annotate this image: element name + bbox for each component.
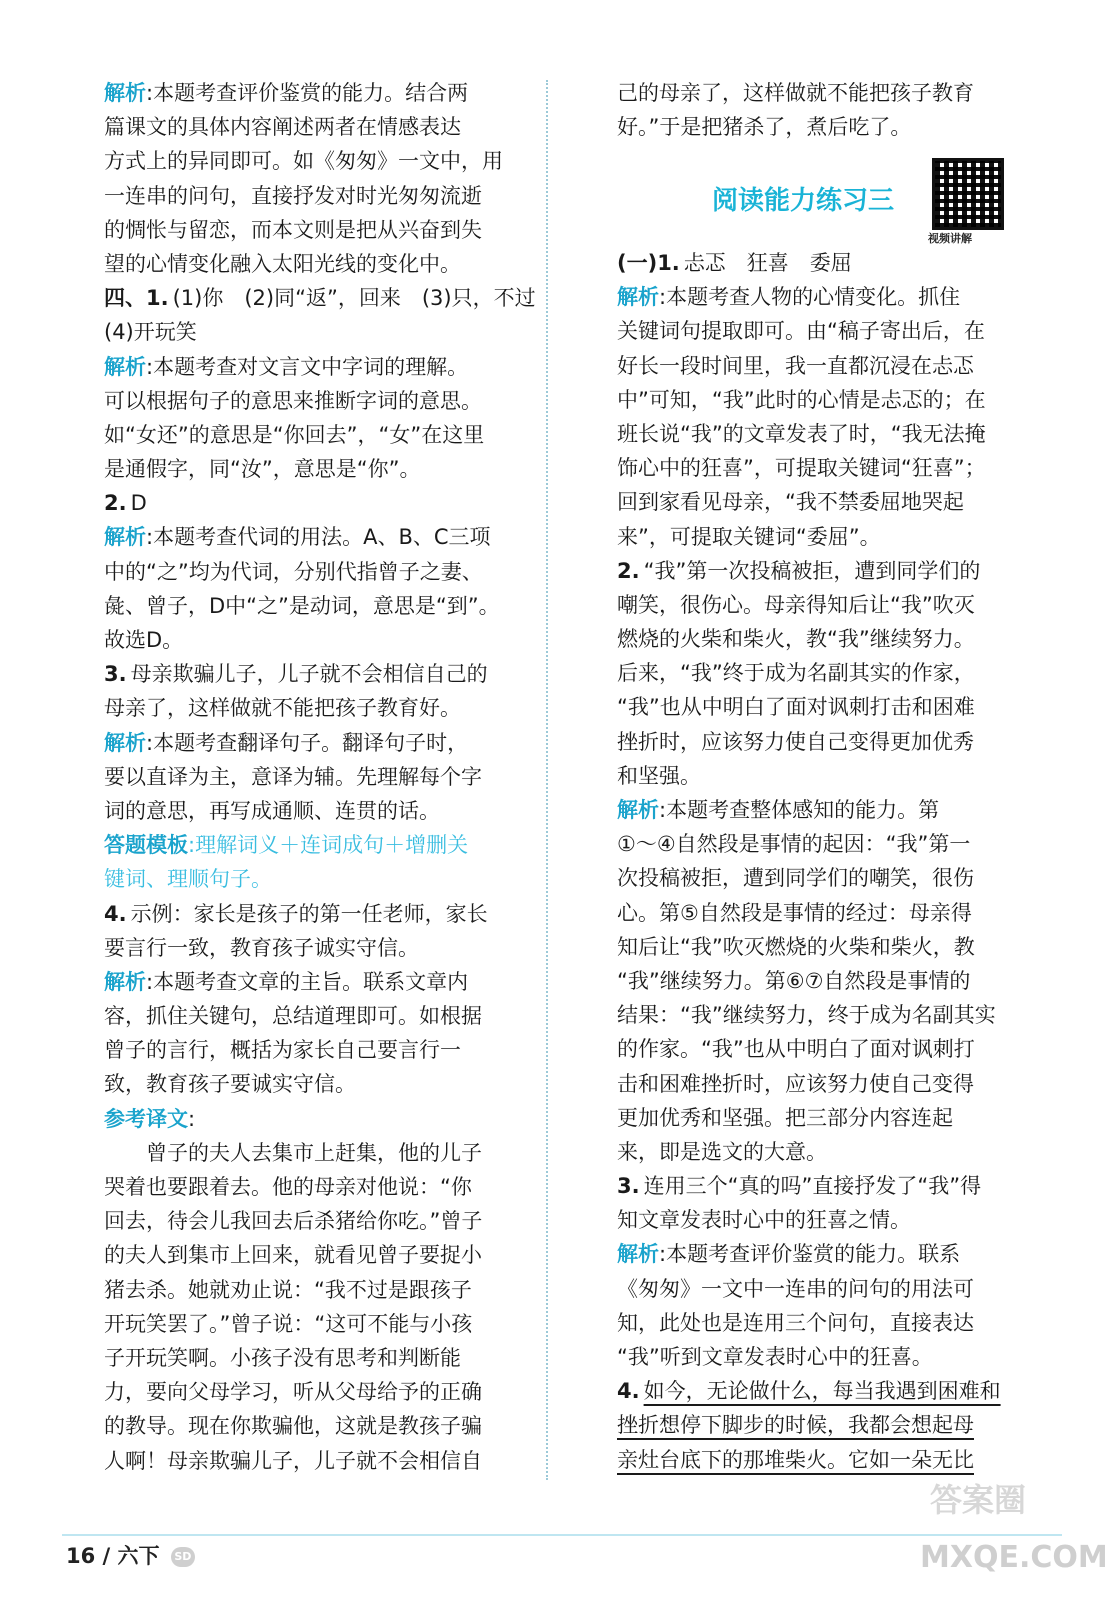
text-line (617, 1272, 1037, 1306)
line-text: 的作家。“我”也从中明白了面对讽刺打 (617, 1037, 975, 1062)
text-line (104, 1409, 536, 1443)
text-line (617, 622, 1037, 656)
column-divider (546, 80, 548, 1480)
text-line (617, 1032, 1037, 1066)
qr-label: 视频讲解 (928, 232, 972, 245)
question-number: 3. (617, 1174, 640, 1199)
left-column (104, 76, 536, 1478)
line-text: 要以直译为主，意译为辅。先理解每个字 (104, 764, 482, 789)
text-line (104, 384, 536, 418)
text-line (104, 76, 536, 110)
text-line (104, 965, 536, 999)
text-line (617, 280, 1037, 314)
text-line (104, 1307, 536, 1341)
question-number: (一)1. (617, 251, 680, 275)
text-line (104, 862, 536, 896)
line-text: 哭着也要跟着去。他的母亲对他说：“你 (104, 1175, 472, 1199)
text-line (104, 144, 536, 178)
text-line (617, 896, 1037, 930)
text-line (104, 1273, 536, 1307)
line-text: 燃烧的火柴和柴火，教“我”继续努力。 (617, 627, 975, 652)
line-text: 母亲欺骗儿子，儿子就不会相信自己的 (130, 662, 488, 687)
line-text: 关键词句提取即可。由“稿子寄出后，在 (617, 319, 985, 344)
line-text: :本题考查人物的心情变化。抓住 (659, 285, 961, 310)
text-line (617, 759, 1037, 793)
line-text: :本题考查翻译句子。翻译句子时， (146, 730, 469, 755)
text-line (617, 964, 1037, 998)
text-line (104, 657, 536, 691)
text-line (617, 725, 1037, 759)
text-line (104, 1067, 536, 1101)
text-line (104, 520, 536, 554)
line-text: “我”继续努力。第⑥⑦自然段是事情的 (617, 968, 971, 993)
line-text: 词的意思，再写成通顺、连贯的话。 (104, 798, 440, 823)
text-line (617, 520, 1037, 554)
text-line (104, 1375, 536, 1409)
question-number: 四、1. (104, 286, 169, 311)
template-text: :理解词义＋连词成句＋增删关 (188, 833, 469, 858)
line-text: 心。第⑤自然段是事情的经过：母亲得 (617, 900, 972, 925)
text-line (104, 726, 536, 760)
text-line (617, 656, 1037, 690)
watermark-logo: 答案圈 (930, 1481, 1027, 1519)
line-text: 人啊！母亲欺骗儿子，儿子就不会相信自 (104, 1448, 482, 1473)
line-text: 方式上的异同即可。如《匆匆》一文中，用 (104, 149, 503, 174)
page-number: 16 (66, 1544, 96, 1568)
line-text: 是通假字，同“汝”，意思是“你”。 (104, 457, 421, 482)
text-line (617, 1067, 1037, 1101)
question-number: 4. (104, 901, 127, 926)
line-text: 来”，可提取关键词“委屈”。 (617, 524, 881, 549)
line-text: (1)你 (2)同“返”，回来 (3)只，不过 (172, 286, 536, 311)
line-text: 好长一段时间里，我一直都沉浸在忐忑 (617, 353, 974, 378)
text-line (617, 861, 1037, 895)
line-text: 的惆怅与留恋，而本文则是把从兴奋到失 (104, 217, 482, 242)
text-line (617, 417, 1037, 451)
text-line (104, 247, 536, 281)
label-keyword: 答题模板 (104, 833, 188, 858)
text-line (104, 691, 536, 725)
text-line (104, 418, 536, 452)
line-text: 知文章发表时心中的狂喜之情。 (617, 1208, 911, 1233)
line-text: 的夫人到集市上回来，就看见曾子要捉小 (104, 1243, 482, 1268)
line-text: 如今，无论做什么，每当我遇到困难和 (643, 1379, 1001, 1404)
text-line (104, 623, 536, 657)
line-text: 忐忑 狂喜 委屈 (683, 251, 852, 275)
line-text: 击和困难挫折时，应该努力使自己变得 (617, 1071, 974, 1096)
line-text: :本题考查文章的主旨。联系文章内 (146, 969, 469, 994)
line-text: 和坚强。 (617, 763, 701, 788)
line-text: 母亲了，这样做就不能把孩子教育好。 (104, 696, 461, 721)
text-line (617, 314, 1037, 348)
text-line (104, 794, 536, 828)
text-line (617, 1203, 1037, 1237)
line-text: : (188, 1106, 196, 1131)
line-text: :本题考查对文言文中字词的理解。 (146, 354, 469, 379)
text-line (617, 690, 1037, 724)
line-text: 故选D。 (104, 628, 184, 652)
line-text: 一连串的问句，直接抒发对时光匆匆流逝 (104, 183, 482, 208)
line-text: 子开玩笑啊。小孩子没有思考和判断能 (104, 1345, 461, 1370)
text-line (104, 486, 536, 520)
line-text: D (130, 491, 147, 516)
line-text: 中的“之”均为代词，分别代指曾子之妻、 (104, 559, 483, 584)
question-number: 4. (617, 1379, 640, 1404)
line-text: “我”第一次投稿被拒，遭到同学们的 (643, 558, 981, 583)
template-text: 键词、理顺句子。 (104, 867, 272, 892)
line-text: “我”也从中明白了面对讽刺打击和困难 (617, 695, 975, 720)
line-text: 致，教育孩子要诚实守信。 (104, 1072, 356, 1097)
question-number: 2. (617, 558, 640, 583)
text-line (617, 1169, 1037, 1203)
line-text: 曾子的言行，概括为家长自己要言行一 (104, 1038, 461, 1063)
watermark-url: MXQE.COM (920, 1540, 1108, 1575)
text-line (617, 793, 1037, 827)
text-line (617, 383, 1037, 417)
line-text: :本题考查整体感知的能力。第 (659, 798, 940, 822)
label-keyword: 解析 (104, 81, 146, 105)
line-text: :本题考查评价鉴赏的能力。结合两 (146, 81, 469, 105)
question-number: 2. (104, 491, 127, 516)
label-keyword: 解析 (617, 1242, 659, 1267)
line-text: 挫折想停下脚步的时候，我都会想起母 (617, 1413, 974, 1438)
line-text: ①～④自然段是事情的起因：“我”第一 (617, 832, 971, 857)
line-text: 班长说“我”的文章发表了时，“我无法掩 (617, 421, 986, 446)
text-line (104, 589, 536, 623)
text-line (617, 110, 1037, 144)
line-text: 中”可知，“我”此时的心情是忐忑的；在 (617, 387, 986, 412)
text-line (104, 315, 536, 349)
label-keyword: 解析 (617, 798, 659, 822)
text-line (104, 1238, 536, 1272)
text-line (104, 281, 536, 315)
line-text: 嘲笑，很伤心。母亲得知后让“我”吹灭 (617, 592, 975, 617)
label-keyword: 解析 (104, 969, 146, 994)
line-text: 示例：家长是孩子的第一任老师，家长 (130, 901, 488, 926)
label-keyword: 解析 (104, 730, 146, 755)
text-line (617, 349, 1037, 383)
label-keyword: 参考译文 (104, 1106, 188, 1131)
qr-code-icon[interactable] (932, 158, 1004, 230)
text-line (617, 1374, 1037, 1408)
text-line (617, 1443, 1037, 1477)
text-line (104, 555, 536, 589)
line-text: 结果：“我”继续努力，终于成为名副其实 (617, 1003, 996, 1028)
text-line (104, 1204, 536, 1238)
line-text: 要言行一致，教育孩子诚实守信。 (104, 935, 419, 960)
text-line (617, 1101, 1037, 1135)
line-text: 知，此处也是连用三个问句，直接表达 (617, 1310, 974, 1335)
label-keyword: 解析 (617, 285, 659, 310)
line-text: 来，即是选文的大意。 (617, 1139, 827, 1164)
line-text: 开玩笑罢了。”曾子说：“这可不能与小孩 (104, 1311, 473, 1336)
text-line (104, 213, 536, 247)
line-text: 如“女还”的意思是“你回去”，“女”在这里 (104, 422, 485, 447)
text-line (104, 1033, 536, 1067)
text-line (617, 1306, 1037, 1340)
publisher-logo-icon: SD (171, 1547, 195, 1567)
line-text: 力，要向父母学习，听从父母给予的正确 (104, 1380, 482, 1405)
text-line (617, 485, 1037, 519)
line-text: 可以根据句子的意思来推断字词的意思。 (104, 388, 482, 413)
line-text: 亲灶台底下的那堆柴火。它如一朵无比 (617, 1447, 974, 1472)
line-text: 篇课文的具体内容阐述两者在情感表达 (104, 115, 461, 140)
section-title: 阅读能力练习三 (712, 186, 895, 216)
line-text: 次投稿被拒，遭到同学们的嘲笑，很伤 (617, 866, 974, 891)
text-line (617, 1340, 1037, 1374)
label-keyword: 解析 (104, 525, 146, 550)
text-line (104, 1170, 536, 1204)
text-line (104, 828, 536, 862)
line-text: 回到家看见母亲，“我不禁委屈地哭起 (617, 490, 964, 515)
grade-label: 六下 (117, 1544, 160, 1568)
text-line (617, 246, 1037, 280)
line-text: 后来，“我”终于成为名副其实的作家， (617, 661, 975, 686)
text-line (104, 897, 536, 931)
text-line (104, 1444, 536, 1478)
text-line (617, 76, 1037, 110)
page-footer (66, 1540, 195, 1570)
line-text: “我”听到文章发表时心中的狂喜。 (617, 1345, 933, 1369)
line-text: 己的母亲了，这样做就不能把孩子教育 (617, 81, 974, 105)
line-text: 彘、曾子，D中“之”是动词，意思是“到”。 (104, 593, 500, 618)
text-line (617, 588, 1037, 622)
right-column-top (617, 76, 1037, 144)
text-line (104, 452, 536, 486)
right-column (617, 246, 1037, 1477)
text-line (617, 1135, 1037, 1169)
text-line (617, 1408, 1037, 1442)
text-line (104, 1102, 536, 1136)
footer-separator: / (102, 1544, 111, 1568)
text-line (617, 1237, 1037, 1271)
text-line (104, 1136, 536, 1170)
text-line (104, 931, 536, 965)
text-line (104, 110, 536, 144)
label-keyword: 解析 (104, 354, 146, 379)
text-line (104, 179, 536, 213)
text-line (617, 930, 1037, 964)
line-text: :本题考查评价鉴赏的能力。联系 (659, 1242, 961, 1267)
line-text: 曾子的夫人去集市上赶集，他的儿子 (104, 1140, 482, 1165)
text-line (617, 554, 1037, 588)
line-text: 容，抓住关键句，总结道理即可。如根据 (104, 1004, 482, 1029)
line-text: 猪去杀。她就劝止说：“我不过是跟孩子 (104, 1277, 472, 1302)
line-text: 回去，待会儿我回去后杀猪给你吃。”曾子 (104, 1209, 483, 1234)
line-text: 饰心中的狂喜”，可提取关键词“狂喜”； (617, 456, 986, 481)
text-line (104, 760, 536, 794)
text-line (104, 350, 536, 384)
question-number: 3. (104, 662, 127, 687)
line-text: (4)开玩笑 (104, 320, 197, 345)
text-line (104, 999, 536, 1033)
footer-rule (62, 1534, 1062, 1536)
line-text: 《匆匆》一文中一连串的问句的用法可 (617, 1276, 974, 1301)
text-line (104, 1341, 536, 1375)
text-line (617, 827, 1037, 861)
line-text: 知后让“我”吹灭燃烧的火柴和柴火，教 (617, 934, 975, 959)
text-line (617, 998, 1037, 1032)
line-text: 望的心情变化融入太阳光线的变化中。 (104, 251, 461, 276)
line-text: 的教导。现在你欺骗他，这就是教孩子骗 (104, 1414, 482, 1439)
line-text: 连用三个“真的吗”直接抒发了“我”得 (643, 1174, 982, 1199)
line-text: 挫折时，应该努力使自己变得更加优秀 (617, 729, 974, 754)
line-text: :本题考查代词的用法。A、B、C三项 (146, 525, 491, 550)
text-line (617, 451, 1037, 485)
line-text: 更加优秀和坚强。把三部分内容连起 (617, 1105, 953, 1130)
line-text: 好。”于是把猪杀了，煮后吃了。 (617, 115, 912, 140)
